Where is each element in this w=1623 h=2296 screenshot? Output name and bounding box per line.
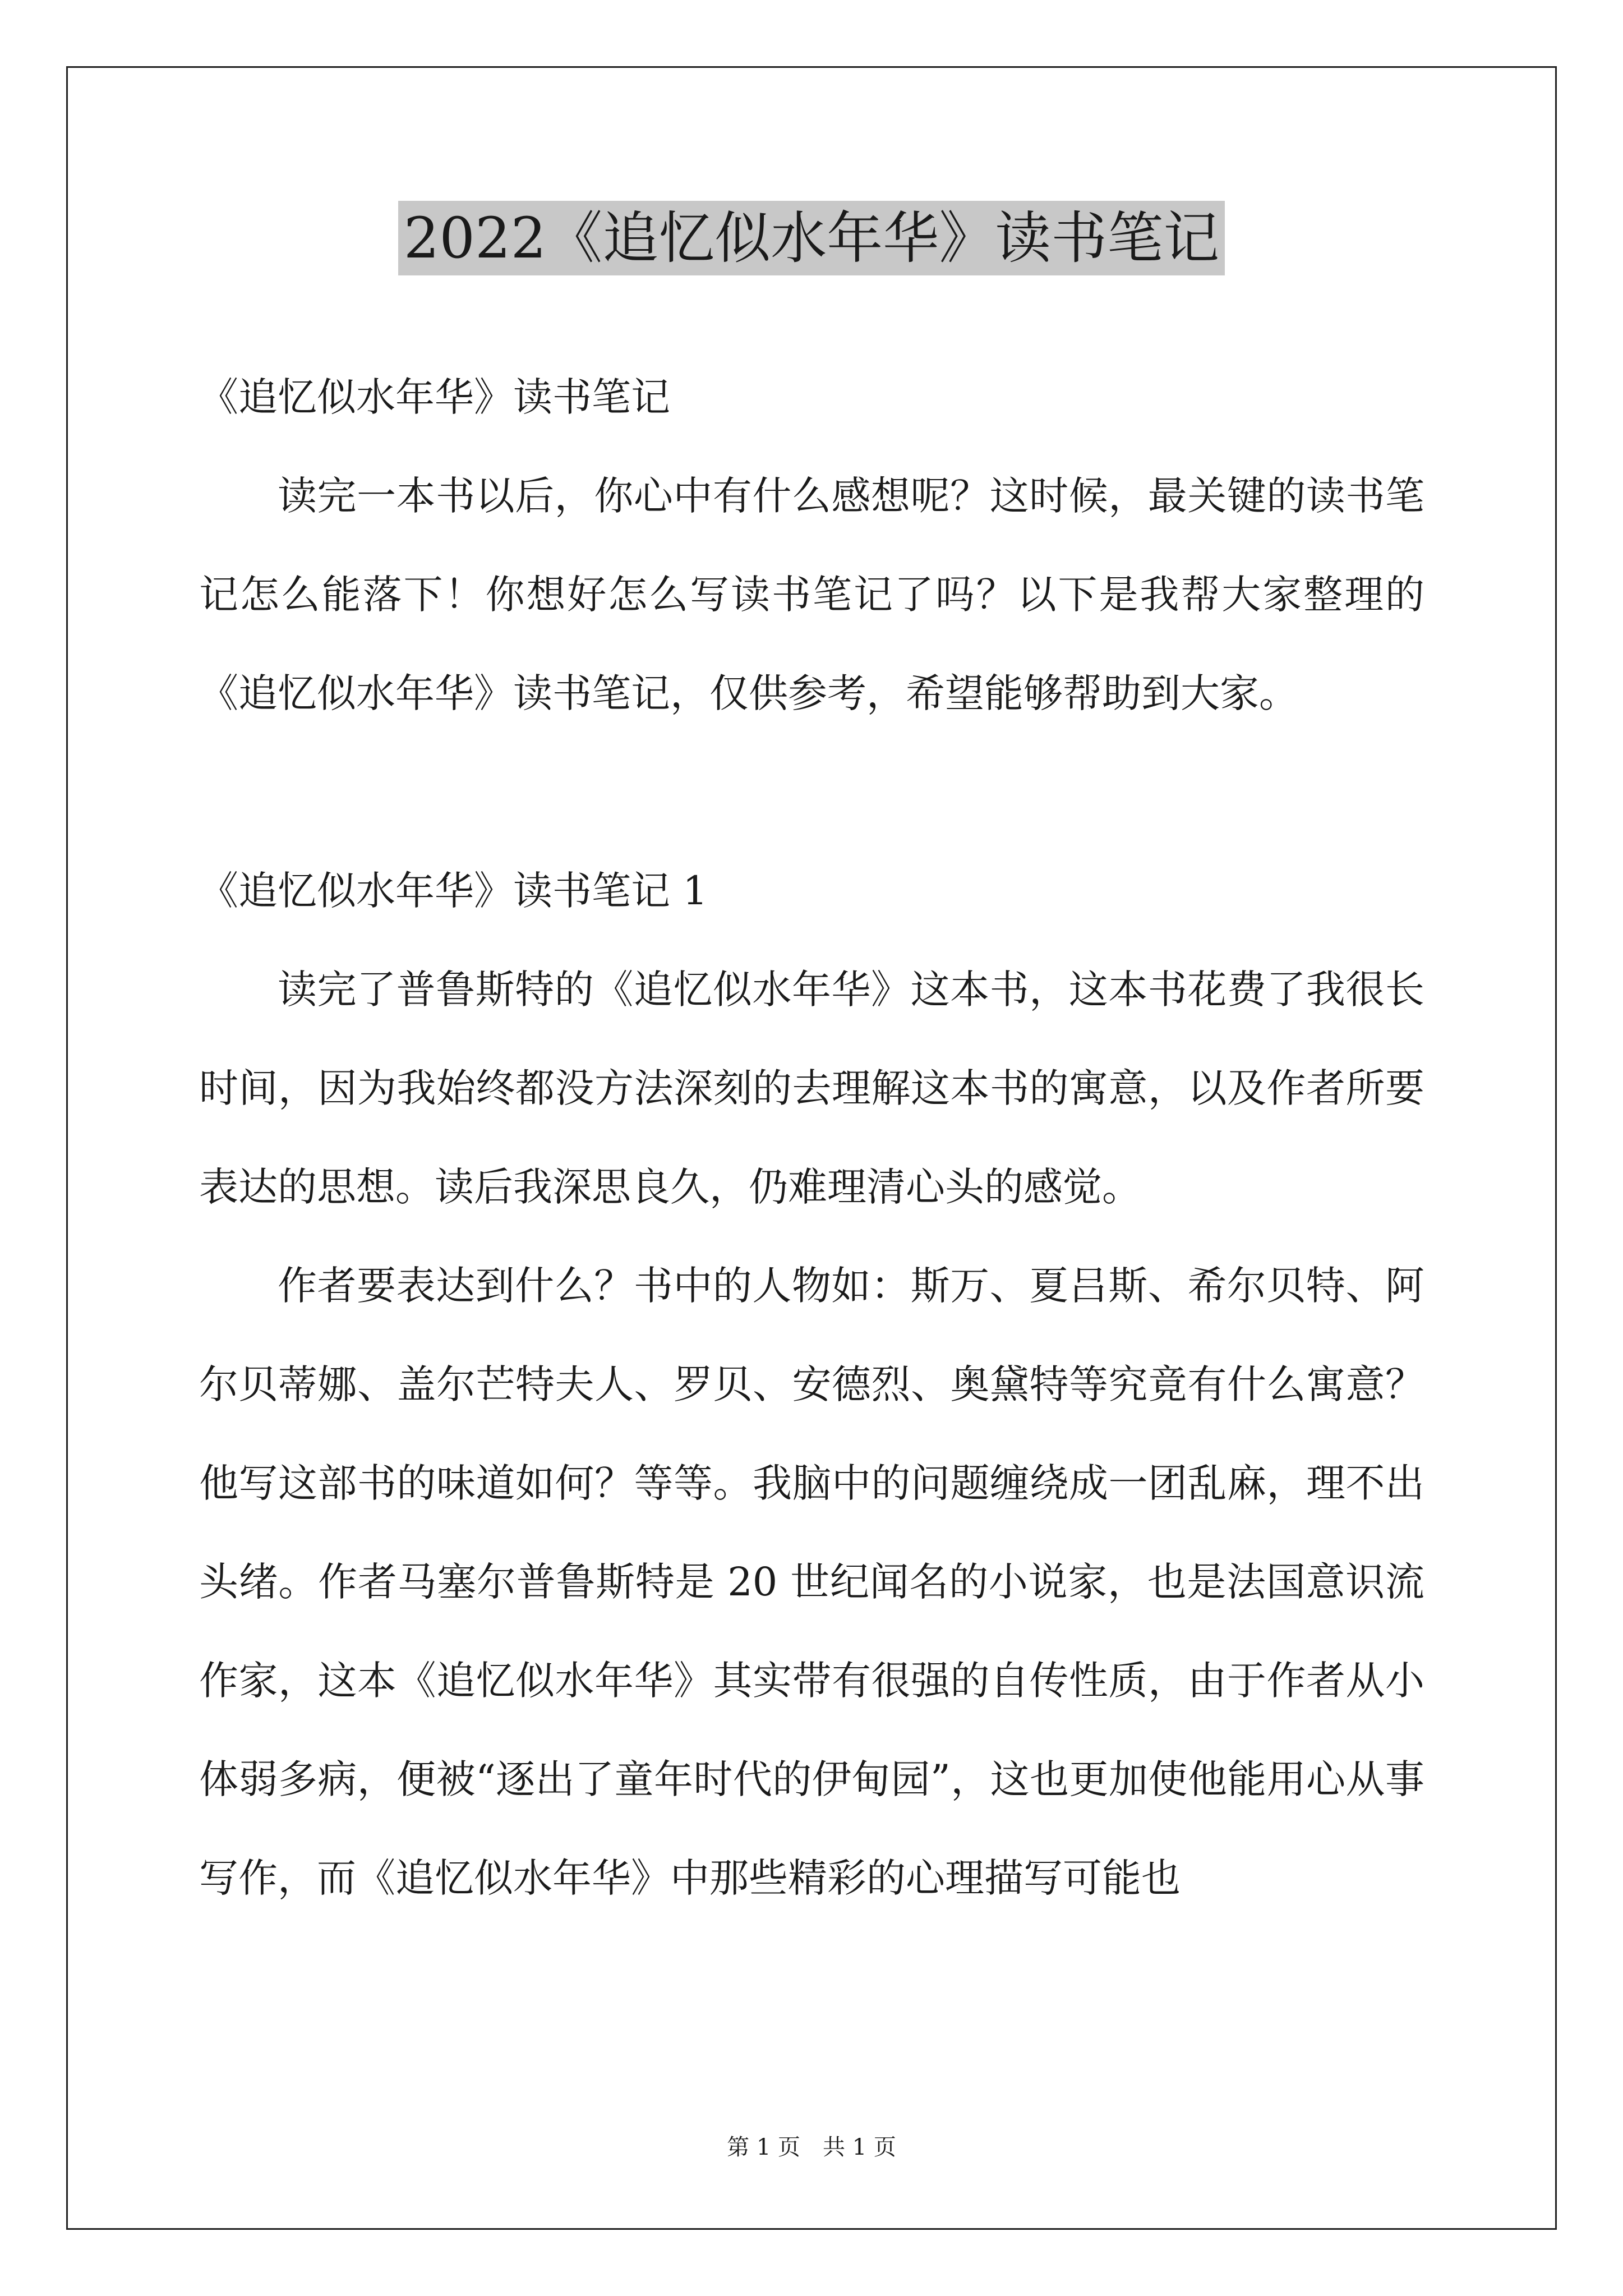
document-title [0,194,1623,283]
section-paragraph: 读完了普鲁斯特的《追忆似水年华》这本书，这本书花费了我很长时间，因为我始终都没方法深刻的去理解这本书的寓意，以及作者所要表达的思想。读后我深思良久，仍难理清心头的感觉。 [199,967,1424,1210]
document-title-text: 2022《追忆似水年华》读书笔记 [398,201,1225,275]
page-footer [0,2131,1623,2164]
page-number: 第 1 页 [727,2134,800,2160]
intro-paragraph: 读完一本书以后，你心中有什么感想呢？这时候，最关键的读书笔记怎么能落下！你想好怎么写读书笔记了吗？以下是我帮大家整理的《追忆似水年华》读书笔记，仅供参考，希望能够帮助到大家。 [199,473,1424,716]
intro-heading: 《追忆似水年华》读书笔记 [199,374,670,420]
section-paragraph: 作者要表达到什么？书中的人物如：斯万、夏吕斯、希尔贝特、阿尔贝蒂娜、盖尔芒特夫人、罗贝、安德烈、奥黛特等究竟有什么寓意？他写这部书的味道如何？等等。我脑中的问题缠绕成一团乱麻，理不出头绪。作者马塞尔普鲁斯特是 20 世纪闻名的小说家，也是法国意识流作家，这本《追忆似水年华》其实带有很强的自传性质，由于作者从小体弱多病，便被“逐出了童年时代的伊甸园”，这也更加使他能用心从事写作，而《追忆似水年华》中那些精彩的心理描写可能也 [199,1263,1424,1901]
document-body [199,348,1424,1927]
section-heading-1: 《追忆似水年华》读书笔记 1 [199,868,708,914]
page-total: 共 1 页 [823,2134,896,2160]
